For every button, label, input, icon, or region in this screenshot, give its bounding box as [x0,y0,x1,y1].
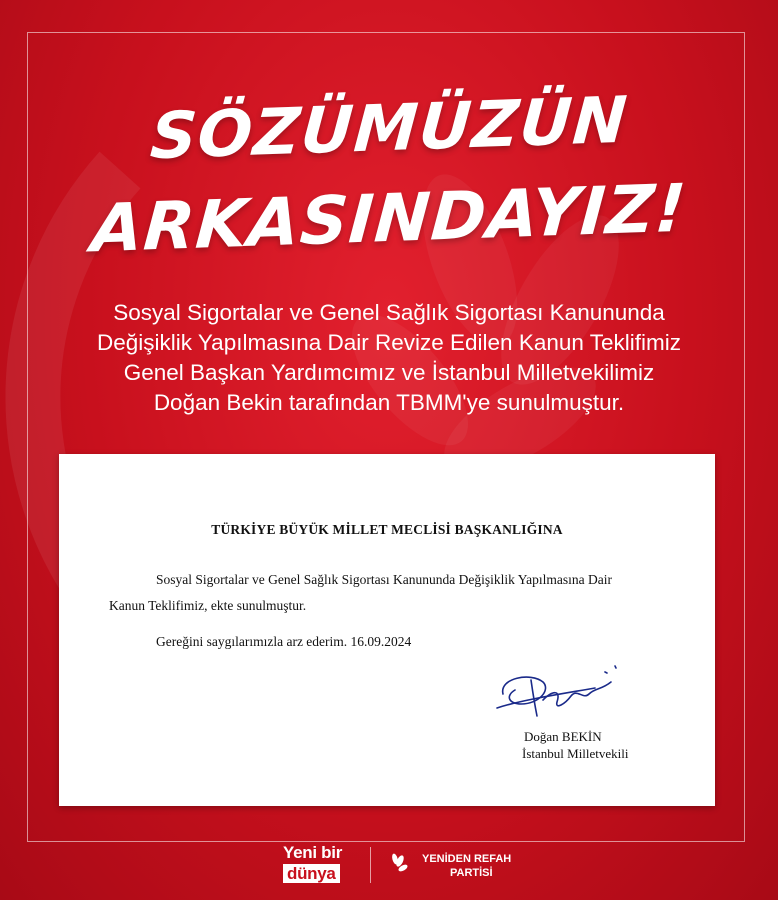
subtitle-line-3: Genel Başkan Yardımcımız ve İstanbul Milletvekilimiz [123,360,655,385]
document-title: TÜRKİYE BÜYÜK MİLLET MECLİSİ BAŞKANLIĞINA [211,522,563,537]
signer-name: Doğan BEKİN [524,729,602,744]
subtitle-line-2: Değişiklik Yapılmasına Dair Revize Edilen Kanun Teklifimiz [96,330,681,355]
subtitle-line-1: Sosyal Sigortalar ve Genel Sağlık Sigortası Kanununda [113,300,665,325]
document-paper [59,454,715,806]
document-paragraph-2: Gereğini saygılarımızla arz ederim. 16.09.2024 [156,634,412,649]
document-paragraph-1-line-1: Sosyal Sigortalar ve Genel Sağlık Sigortası Kanununda Değişiklik Yapılmasına Dair [156,572,612,587]
headline-line-1: SÖZÜMÜZÜN [147,83,631,175]
headline-line-2: ARKASINDAYIZ! [88,169,690,268]
signature-image [491,660,621,726]
document-paragraph-1-line-2: Kanun Teklifimiz, ekte sunulmuştur. [109,598,307,613]
footer-divider [370,847,371,883]
subtitle [40,298,738,418]
yeni-bir-dunya-logo [283,844,363,884]
wheat-crescent-icon [380,847,416,883]
party-name-line-2: PARTİSİ [450,867,493,879]
signer-role: İstanbul Milletvekili [522,746,629,761]
logo1-bottom-text: dünya [283,864,340,883]
party-name [422,852,511,880]
party-name-line-1: YENİDEN REFAH [422,853,512,865]
logo1-top-text: Yeni bir [283,843,343,862]
subtitle-line-4: Doğan Bekin tarafından TBMM'ye sunulmuştur. [153,390,625,415]
